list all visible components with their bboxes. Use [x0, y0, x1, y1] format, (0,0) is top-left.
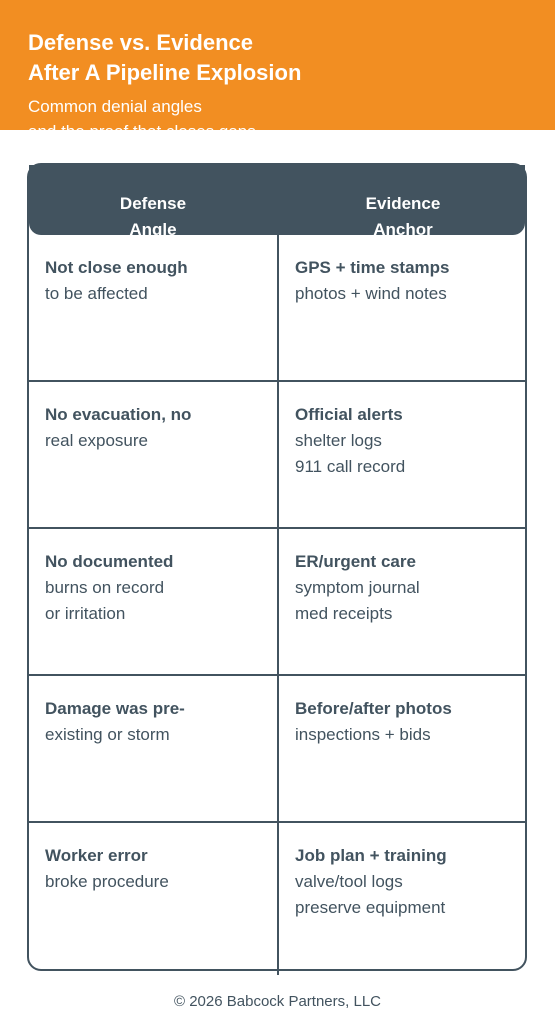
table-row — [29, 676, 525, 823]
table-row — [29, 235, 525, 382]
defense-lead: Damage was pre- — [45, 699, 185, 718]
evidence-line: symptom journal — [295, 578, 420, 597]
defense-cell — [45, 549, 265, 627]
page-title — [28, 28, 528, 88]
defense-line: to be affected — [45, 284, 148, 303]
page-subtitle — [28, 94, 528, 144]
defense-line: broke procedure — [45, 872, 169, 891]
header-line: Anchor — [373, 220, 433, 239]
table-header — [29, 165, 525, 239]
table-row — [29, 529, 525, 676]
evidence-lead: Job plan + training — [295, 846, 447, 865]
defense-cell — [45, 255, 265, 307]
defense-cell — [45, 402, 265, 454]
defense-lead: No documented — [45, 552, 174, 571]
header-banner — [0, 0, 555, 141]
defense-line: existing or storm — [45, 725, 170, 744]
defense-cell — [45, 696, 265, 748]
evidence-line: med receipts — [295, 604, 393, 623]
evidence-line: photos + wind notes — [295, 284, 447, 303]
evidence-line: valve/tool logs — [295, 872, 403, 891]
defense-lead: Worker error — [45, 846, 148, 865]
header-line: Defense — [119, 194, 187, 213]
subtitle-line: Common denial angles — [28, 97, 202, 116]
defense-line: real exposure — [45, 431, 149, 450]
evidence-cell — [295, 696, 515, 748]
evidence-cell — [295, 255, 515, 307]
defense-lead: Not close enough — [45, 258, 188, 277]
evidence-cell — [295, 843, 515, 921]
subtitle-line: and the proof that closes gaps — [28, 122, 256, 141]
evidence-lead: ER/urgent care — [295, 552, 416, 571]
evidence-cell — [295, 402, 515, 480]
table-row — [29, 382, 525, 529]
evidence-line: 911 call record — [295, 457, 406, 476]
defense-cell — [45, 843, 265, 895]
evidence-line: shelter logs — [295, 431, 382, 450]
header-line: Evidence — [365, 194, 441, 213]
evidence-line: preserve equipment — [295, 898, 446, 917]
table-row — [29, 823, 525, 970]
title-line: Defense vs. Evidence — [28, 30, 254, 55]
header-line: Angle — [129, 220, 177, 239]
copyright-footer: © 2026 Babcock Partners, LLC — [174, 993, 381, 1010]
evidence-lead: Official alerts — [295, 405, 403, 424]
evidence-line: inspections + bids — [295, 725, 431, 744]
evidence-lead: GPS + time stamps — [295, 258, 450, 277]
defense-line: or irritation — [45, 604, 126, 623]
comparison-table — [27, 163, 527, 971]
title-line: After A Pipeline Explosion — [28, 60, 302, 85]
evidence-lead: Before/after photos — [295, 699, 452, 718]
defense-lead: No evacuation, no — [45, 405, 192, 424]
defense-line: burns on record — [45, 578, 165, 597]
evidence-cell — [295, 549, 515, 627]
